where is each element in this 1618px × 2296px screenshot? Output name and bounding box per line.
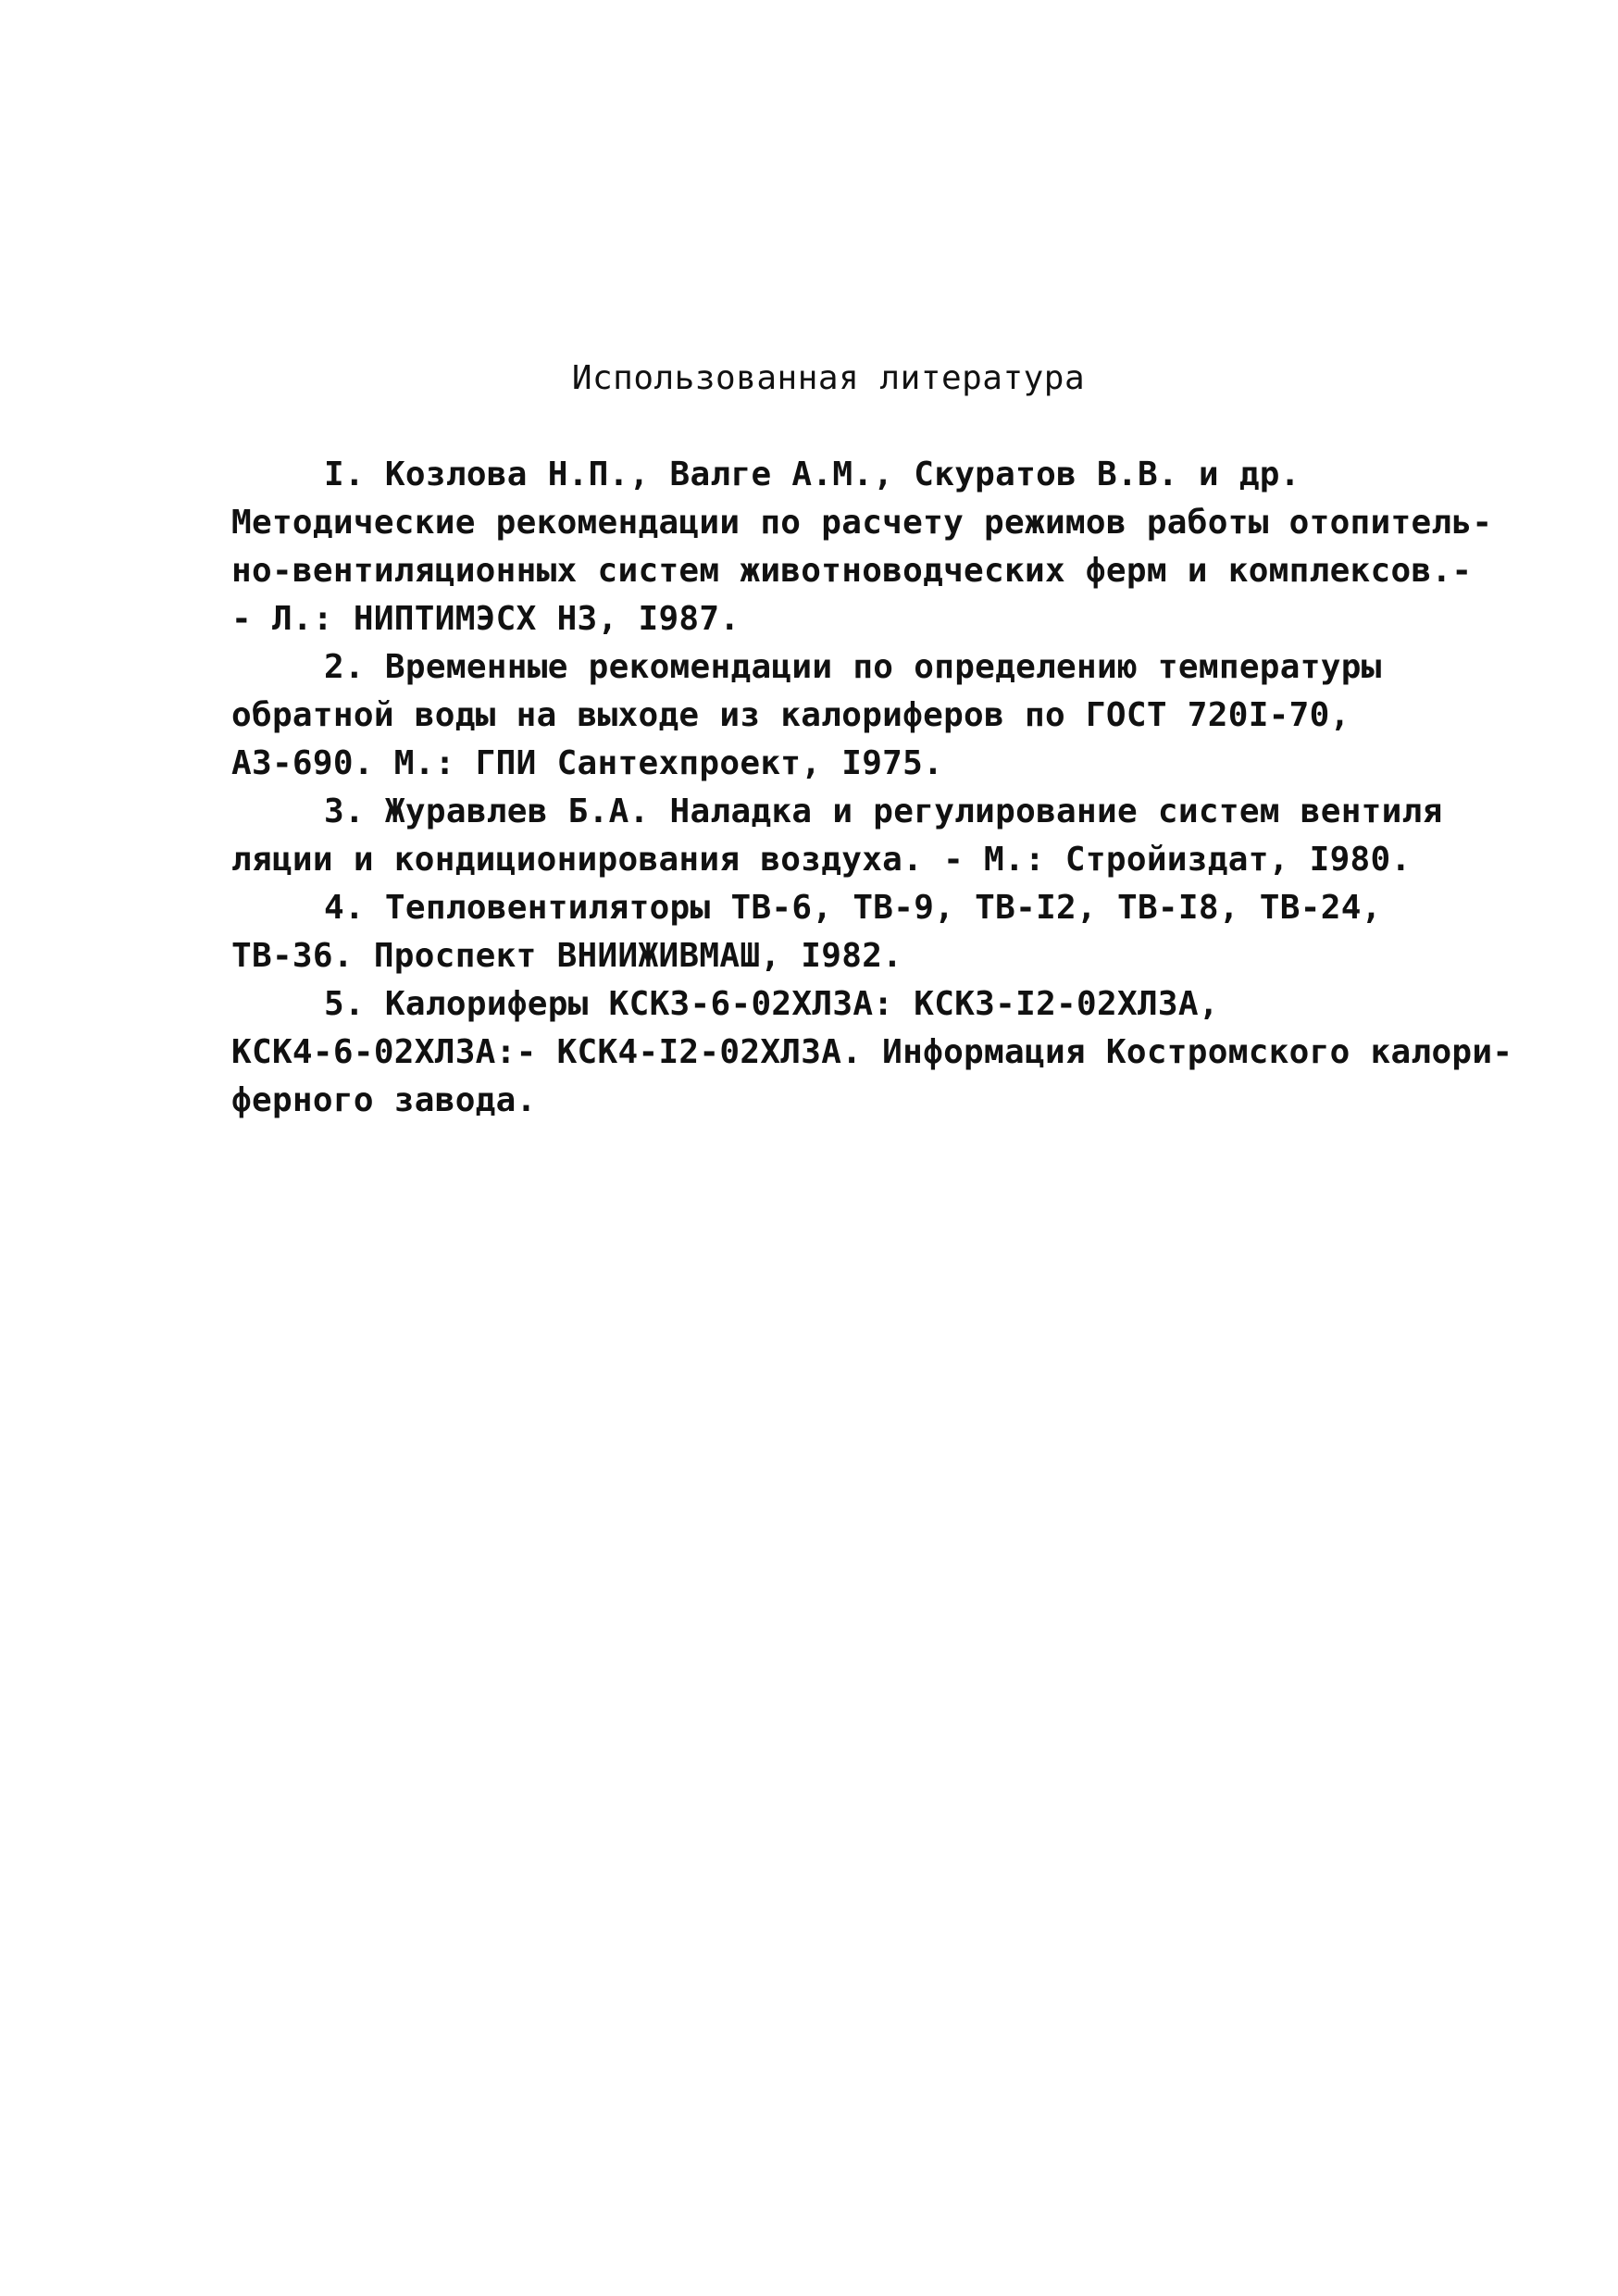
reference-5-line-2: КСК4-6-02ХЛ3А:- КСК4-I2-02ХЛ3А. Информация Костромского калори- [231,1033,1513,1071]
reference-2-line-2: обратной воды на выходе из калориферов по ГОСТ 720I-70, [231,696,1350,734]
reference-1-line-4: - Л.: НИПТИМЭСХ НЗ, I987. [231,600,741,638]
reference-1-line-1: I. Козлова Н.П., Валге А.М., Скуратов В.В. и др. [324,455,1301,493]
reference-1-line-2: Методические рекомендации по расчету режимов работы отопитель- [231,504,1493,542]
reference-3-line-1: 3. Журавлев Б.А. Наладка и регулирование систем вентиля [324,792,1443,830]
reference-4-line-1: 4. Тепловентиляторы ТВ-6, ТВ-9, ТВ-I2, ТВ-I8, ТВ-24, [324,889,1382,927]
reference-5-line-3: ферного завода. [231,1081,537,1119]
reference-5-line-1: 5. Калориферы КСК3-6-02ХЛ3А: КСК3-I2-02ХЛ3А, [324,985,1219,1023]
reference-4-line-2: ТВ-36. Проспект ВНИИЖИВМАШ, I982. [231,937,903,975]
reference-1-line-3: но-вентиляционных систем животноводческих ферм и комплексов.- [231,552,1473,590]
references-heading: Использованная литература [571,359,1086,397]
reference-2-line-1: 2. Временные рекомендации по определению температуры [324,648,1382,686]
reference-3-line-2: ляции и кондиционирования воздуха. - М.: Стройиздат, I980. [231,841,1412,879]
reference-2-line-3: А3-690. М.: ГПИ Сантехпроект, I975. [231,744,944,782]
